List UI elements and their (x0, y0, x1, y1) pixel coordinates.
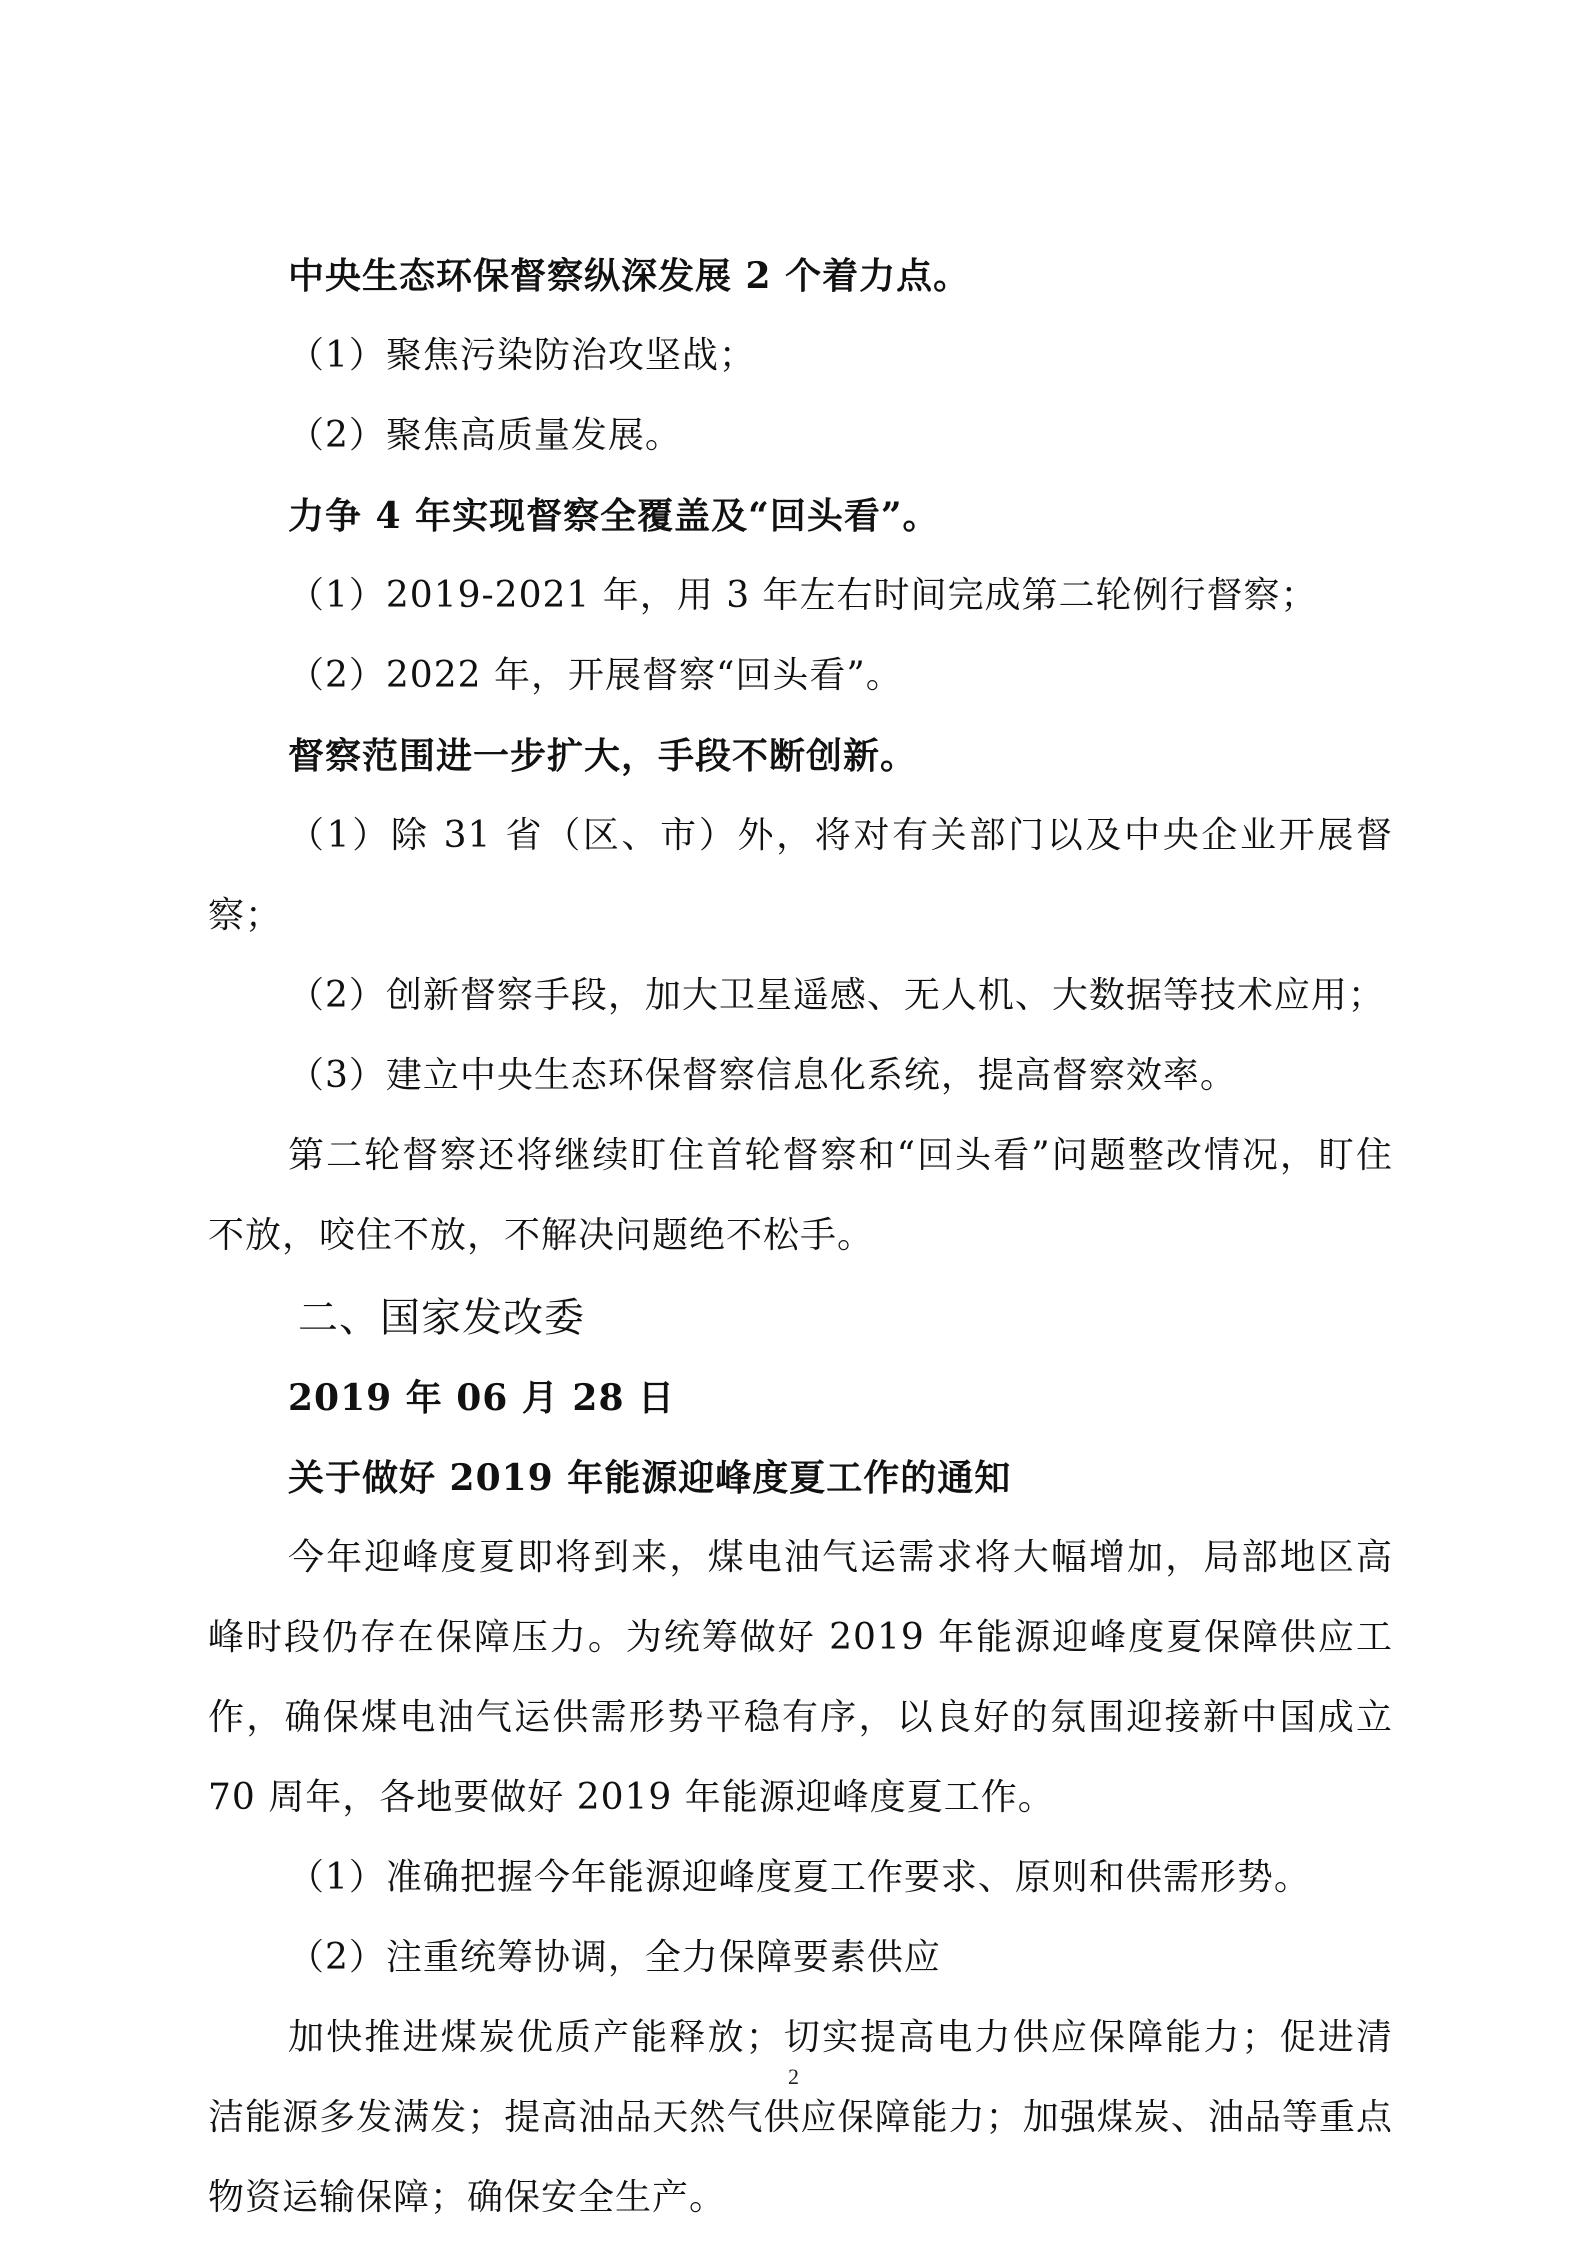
body-paragraph: 第二轮督察还将继续盯住首轮督察和“回头看”问题整改情况，盯住不放，咬住不放，不解决问题绝不松手。 (208, 1135, 1393, 1256)
body-paragraph: 今年迎峰度夏即将到来，煤电油气运需求将大幅增加，局部地区高峰时段仍存在保障压力。为统筹做好 2019 年能源迎峰度夏保障供应工作，确保煤电油气运供需形势平稳有序，以良好的氛围迎接新中国成立 70 周年，各地要做好 2019 年能源迎峰度夏工作。 (208, 1537, 1393, 1818)
list-item: （1）除 31 省（区、市）外，将对有关部门以及中央企业开展督察； (208, 815, 1393, 936)
body-paragraph: 加快推进煤炭优质产能释放；切实提高电力供应保障能力；促进清洁能源多发满发；提高油品天然气供应保障能力；加强煤炭、油品等重点物资运输保障；确保安全生产。 (208, 2017, 1393, 2218)
list-item: （1）2019-2021 年，用 3 年左右时间完成第二轮例行督察； (288, 575, 1318, 616)
section-point-heading: 力争 4 年实现督察全覆盖及“回头看”。 (288, 495, 940, 537)
section-point-heading: 督察范围进一步扩大，手段不断创新。 (288, 735, 918, 777)
list-item: （1）聚焦污染防治攻坚战； (288, 335, 756, 376)
date-line: 2019 年 06 月 28 日 (288, 1377, 676, 1419)
list-item: （1）准确把握今年能源迎峰度夏工作要求、原则和供需形势。 (288, 1857, 1311, 1898)
page-number: 2 (788, 2064, 799, 2089)
notice-title: 关于做好 2019 年能源迎峰度夏工作的通知 (288, 1457, 1012, 1499)
list-item: （2）2022 年，开展督察“回头看”。 (288, 655, 903, 696)
list-item: （2）创新督察手段，加大卫星遥感、无人机、大数据等技术应用； (288, 975, 1385, 1016)
document-body (208, 236, 1393, 2238)
section-heading: 二、国家发改委 (298, 1295, 585, 1341)
section-point-heading: 中央生态环保督察纵深发展 2 个着力点。 (288, 255, 971, 297)
list-item: （2）聚焦高质量发展。 (288, 415, 682, 456)
list-item: （2）注重统筹协调，全力保障要素供应 (288, 1937, 941, 1978)
list-item: （3）建立中央生态环保督察信息化系统，提高督察效率。 (288, 1055, 1237, 1096)
